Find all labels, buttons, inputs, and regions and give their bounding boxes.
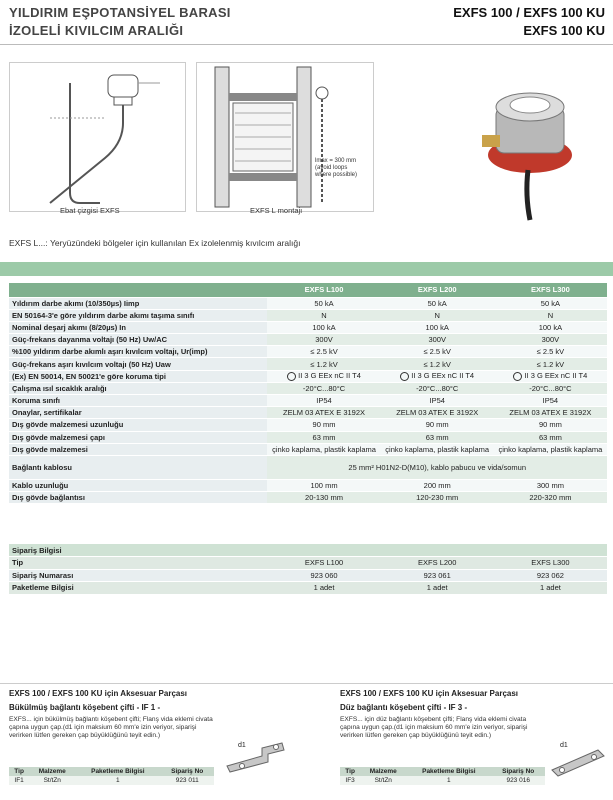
td: St/tZn <box>29 776 75 785</box>
order-value: EXFS L300 <box>494 557 607 570</box>
spec-value: ZELM 03 ATEX E 3192X <box>494 407 607 419</box>
mounting-drawing-icon <box>197 63 373 211</box>
td: IF1 <box>9 776 29 785</box>
spec-label: Koruma sınıfı <box>9 395 267 407</box>
accessory-left-table <box>9 767 214 785</box>
spec-value: ≤ 1.2 kV <box>267 358 380 370</box>
th: Tip <box>9 767 29 776</box>
spec-value: 63 mm <box>267 431 380 443</box>
accessory-right-table <box>340 767 545 785</box>
spec-value: 50 kA <box>494 297 607 309</box>
header-divider <box>0 44 613 45</box>
accessory-divider <box>0 683 613 684</box>
th: Malzeme <box>360 767 406 776</box>
spec-row <box>9 419 607 431</box>
spec-label: Dış gövde malzemesi uzunluğu <box>9 419 267 431</box>
td: 1 <box>406 776 491 785</box>
spec-label: Dış gövde malzemesi çapı <box>9 431 267 443</box>
header-titles <box>9 4 231 40</box>
spec-value: ≤ 2.5 kV <box>494 346 607 358</box>
order-row <box>9 569 607 582</box>
spec-value: N <box>267 309 380 321</box>
spec-label: Onaylar, sertifikalar <box>9 407 267 419</box>
spec-value <box>267 370 380 382</box>
model-line-1: EXFS 100 / EXFS 100 KU <box>453 5 605 20</box>
spec-value <box>494 370 607 382</box>
spec-value: ZELM 03 ATEX E 3192X <box>267 407 380 419</box>
spec-row <box>9 321 607 333</box>
caption-dimension: Ebat çizgisi EXFS <box>60 206 120 215</box>
spec-value: 100 kA <box>267 321 380 333</box>
spec-value: 90 mm <box>267 419 380 431</box>
th: Tip <box>340 767 360 776</box>
spec-value: 25 mm² H01N2-D(M10), kablo pabucu ve vida/somun <box>267 455 607 479</box>
order-row <box>9 582 607 595</box>
spec-value: 20-130 mm <box>267 492 380 504</box>
page-title: YILDIRIM EŞPOTANSİYEL BARASI <box>9 5 231 20</box>
caption-mounting: EXFS L montajı <box>250 206 303 215</box>
dim-label-right: d1 <box>560 742 568 749</box>
accessory-right-text: EXFS... için düz bağlantı köşebent çifti; Flanş vida eklemi civata çapına uygun çap.(d1 için maksium 60 mm'e izin veriyor, siparişi verirken lütfen gereken çap büyüklüğünü teyit edin.) <box>340 716 528 740</box>
spec-value: çinko kaplama, plastik kaplama <box>267 443 380 455</box>
spec-value: IP54 <box>267 395 380 407</box>
spec-value: çinko kaplama, plastik kaplama <box>381 443 494 455</box>
spec-row <box>9 358 607 370</box>
accessory-right-title: EXFS 100 / EXFS 100 KU için Aksesuar Parçası <box>340 689 519 698</box>
order-title: Sipariş Bilgisi <box>9 544 607 557</box>
spec-row <box>9 334 607 346</box>
order-label: Paketleme Bilgisi <box>9 582 267 595</box>
spec-row <box>9 395 607 407</box>
ex-mark-icon <box>287 372 296 381</box>
spec-value: N <box>381 309 494 321</box>
spec-value: 300V <box>494 334 607 346</box>
section-band <box>0 262 613 276</box>
order-row <box>9 557 607 570</box>
spec-row <box>9 346 607 358</box>
spec-row <box>9 492 607 504</box>
order-label: Sipariş Numarası <box>9 569 267 582</box>
order-value: 1 adet <box>494 582 607 595</box>
spec-row <box>9 443 607 455</box>
mounting-drawing <box>196 62 374 212</box>
ex-mark-icon <box>513 372 522 381</box>
spec-value-text: II 3 G EEx nC II T4 <box>524 371 588 381</box>
order-value: EXFS L100 <box>267 557 380 570</box>
spec-label: Çalışma ısıl sıcaklık aralığı <box>9 382 267 394</box>
spec-label: Kablo uzunluğu <box>9 479 267 491</box>
dim-label-left: d1 <box>238 742 246 749</box>
spec-label: %100 yıldırım darbe akımlı aşırı kıvılcım voltajı, Ur(imp) <box>9 346 267 358</box>
cable-note <box>315 158 357 179</box>
spec-value: -20°C...80°C <box>267 382 380 394</box>
spec-row <box>9 431 607 443</box>
cable-note-lmax: lmax = 300 mm <box>315 158 357 164</box>
cable-note-3: where possible) <box>315 172 358 178</box>
spec-value: 50 kA <box>381 297 494 309</box>
order-value: 923 062 <box>494 569 607 582</box>
ex-mark-icon <box>400 372 409 381</box>
accessory-right-subtitle: Düz bağlantı köşebent çifti - IF 3 - <box>340 703 468 712</box>
th: Malzeme <box>29 767 75 776</box>
order-value: EXFS L200 <box>381 557 494 570</box>
cable-note-2: (avoid loops <box>315 165 348 171</box>
spec-value: 200 mm <box>381 479 494 491</box>
spec-label: Yıldırım darbe akımı (10/350µs) Iimp <box>9 297 267 309</box>
accessory-left-text: EXFS... için bükülmüş bağlantı köşebent çifti; Flanş vida eklemi civata çapına uygun çap.(d1 için maksium 60 mm'e izin veriyor, siparişi verirken lütfen gereken çap büyüklüğünü teyit edin.) <box>9 716 213 740</box>
spec-label: Dış gövde malzemesi <box>9 443 267 455</box>
spec-value: 63 mm <box>381 431 494 443</box>
spec-value: ≤ 1.2 kV <box>381 358 494 370</box>
accessory-left-title: EXFS 100 / EXFS 100 KU için Aksesuar Parçası <box>9 689 188 698</box>
spec-value: ≤ 2.5 kV <box>381 346 494 358</box>
spec-row <box>9 370 607 382</box>
spec-value: 90 mm <box>381 419 494 431</box>
spec-value: ZELM 03 ATEX E 3192X <box>381 407 494 419</box>
spec-value: -20°C...80°C <box>494 382 607 394</box>
spec-value: IP54 <box>494 395 607 407</box>
spec-col-header: EXFS L200 <box>381 283 494 297</box>
spec-value: 120-230 mm <box>381 492 494 504</box>
th: Sipariş No <box>160 767 214 776</box>
spec-label: Güç-frekans aşırı kıvılcım voltajı (50 Hz) Uaw <box>9 358 267 370</box>
spec-value: IP54 <box>381 395 494 407</box>
spec-label: Güç-frekans dayanma voltajı (50 Hz) Uw/AC <box>9 334 267 346</box>
order-value: 923 061 <box>381 569 494 582</box>
spec-row <box>9 382 607 394</box>
spec-value: ≤ 2.5 kV <box>267 346 380 358</box>
td: IF3 <box>340 776 360 785</box>
spec-table <box>9 283 607 504</box>
spec-value-text: II 3 G EEx nC II T4 <box>411 371 475 381</box>
order-table <box>9 544 607 595</box>
spec-value: 300V <box>267 334 380 346</box>
model-line-2: EXFS 100 KU <box>523 23 605 38</box>
spec-value: 300 mm <box>494 479 607 491</box>
order-value: 1 adet <box>381 582 494 595</box>
spec-value: 300V <box>381 334 494 346</box>
product-description: EXFS L...: Yeryüzündeki bölgeler için kullanılan Ex izolelenmiş kıvılcım aralığı <box>9 238 301 248</box>
spec-value: 100 kA <box>381 321 494 333</box>
order-label: Tip <box>9 557 267 570</box>
spec-row <box>9 455 607 479</box>
spec-col-header: EXFS L100 <box>267 283 380 297</box>
spec-value: 50 kA <box>267 297 380 309</box>
dimension-drawing <box>9 62 186 212</box>
bracket-if3-icon <box>548 740 608 780</box>
spec-value-text: II 3 G EEx nC II T4 <box>298 371 361 381</box>
spec-label: Nominal deşarj akımı (8/20µs) In <box>9 321 267 333</box>
spec-value <box>381 370 494 382</box>
spec-row <box>9 297 607 309</box>
spec-label: EN 50164-3'e göre yıldırım darbe akımı taşıma sınıfı <box>9 309 267 321</box>
spec-value: ≤ 1.2 kV <box>494 358 607 370</box>
page-subtitle: İZOLELİ KIVILCIM ARALIĞI <box>9 23 184 38</box>
spec-value: N <box>494 309 607 321</box>
spec-value: 220-320 mm <box>494 492 607 504</box>
spec-label: Dış gövde bağlantısı <box>9 492 267 504</box>
order-value: 1 adet <box>267 582 380 595</box>
accessory-left-subtitle: Bükülmüş bağlantı köşebent çifti - IF 1 - <box>9 703 161 712</box>
spec-header-blank <box>9 283 267 297</box>
product-photo <box>470 55 610 225</box>
th: Paketleme Bilgisi <box>406 767 491 776</box>
spec-label: (Ex) EN 50014, EN 50021'e göre koruma tipi <box>9 370 267 382</box>
spec-row <box>9 479 607 491</box>
header-models <box>453 4 605 40</box>
td: 923 011 <box>160 776 214 785</box>
th: Paketleme Bilgisi <box>75 767 160 776</box>
spec-col-header: EXFS L300 <box>494 283 607 297</box>
td: 1 <box>75 776 160 785</box>
td: 923 016 <box>491 776 545 785</box>
spec-value: 100 mm <box>267 479 380 491</box>
spec-value: 100 kA <box>494 321 607 333</box>
order-value: 923 060 <box>267 569 380 582</box>
td: St/tZn <box>360 776 406 785</box>
spec-label: Bağlantı kablosu <box>9 455 267 479</box>
spec-value: 63 mm <box>494 431 607 443</box>
th: Sipariş No <box>491 767 545 776</box>
bracket-if1-icon <box>222 738 292 778</box>
spec-value: -20°C...80°C <box>381 382 494 394</box>
spec-value: çinko kaplama, plastik kaplama <box>494 443 607 455</box>
spec-row <box>9 407 607 419</box>
dimension-drawing-icon <box>10 63 185 211</box>
spec-row <box>9 309 607 321</box>
spec-value: 90 mm <box>494 419 607 431</box>
